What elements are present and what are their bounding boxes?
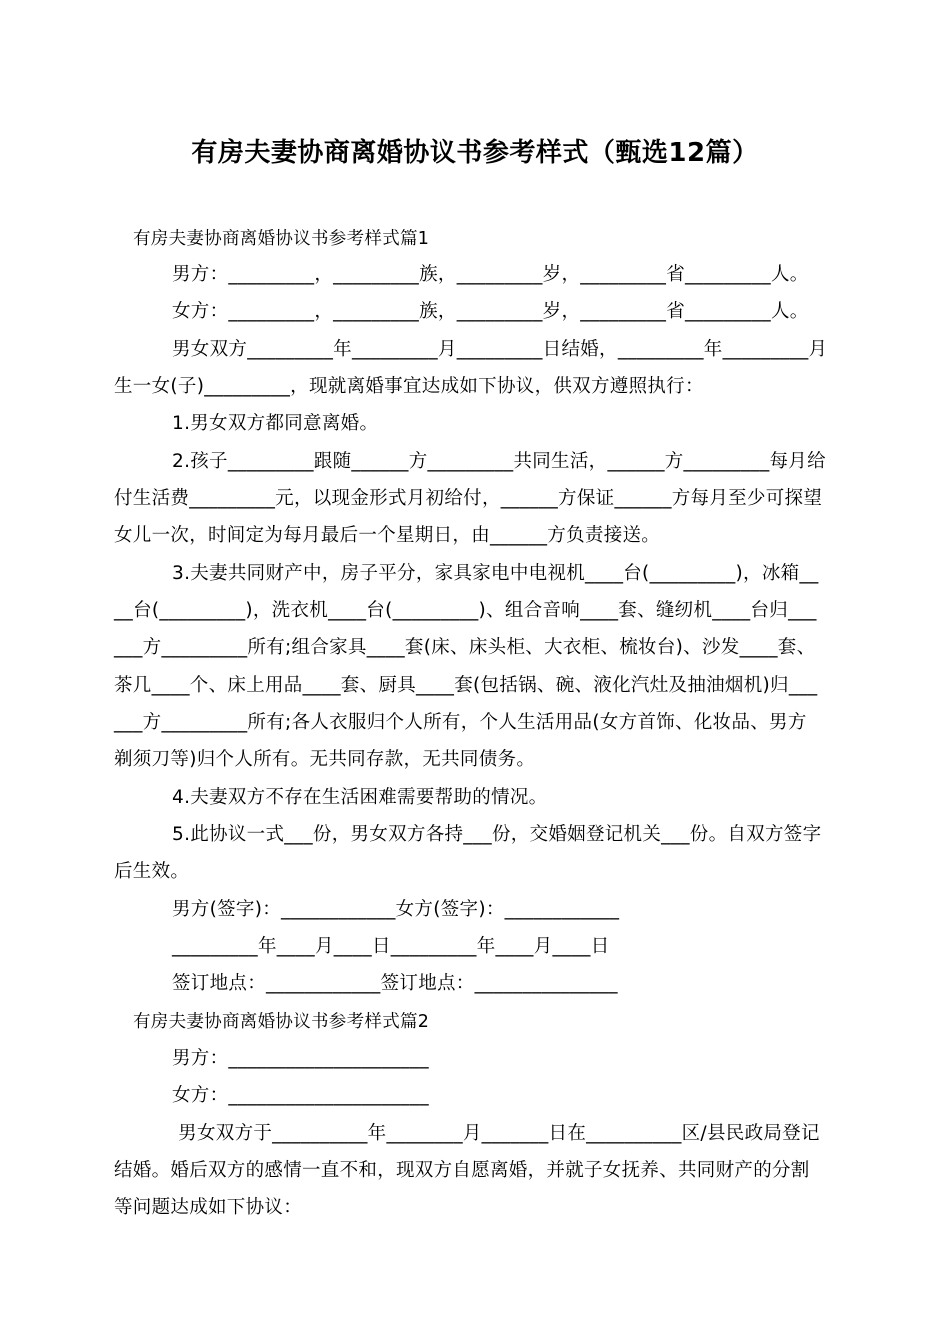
- signing-place-line: 签订地点：____________签订地点：_______________: [172, 973, 618, 994]
- paragraph-line: 男女双方于__________年________月_______日在__________区/县民政局登记: [172, 1123, 820, 1144]
- paragraph-line: 生一女(子)_________，现就离婚事宜达成如下协议，供双方遵照执行：: [114, 376, 704, 397]
- paragraph-line: ___方_________所有;组合家具____套(床、床头柜、大衣柜、梳妆台)、沙发____套、: [114, 637, 816, 658]
- paragraph-line: __台(_________)，洗衣机____台(_________)、组合音响____套、缝纫机____台归___: [114, 600, 817, 621]
- paragraph-line: ___方_________所有;各人衣服归个人所有，个人生活用品(女方首饰、化妆品、男方: [114, 712, 807, 733]
- paragraph-line: 女儿一次，时间定为每月最后一个星期日，由______方负责接送。: [114, 525, 661, 546]
- paragraph-line: 付生活费_________元，以现金形式月初给付，______方保证______方每月至少可探望: [114, 488, 823, 509]
- paragraph-line: 男女双方_________年_________月_________日结婚，_________年_________月: [172, 339, 828, 360]
- paragraph-line: 5.此协议一式___份，男女双方各持___份，交婚姻登记机关___份。自双方签字: [172, 824, 822, 845]
- paragraph-line: 茶几____个、床上用品____套、厨具____套(包括锅、碗、液化汽灶及抽油烟机)归___: [114, 675, 818, 696]
- section-heading-2: 有房夫妻协商离婚协议书参考样式篇2: [133, 1012, 430, 1032]
- paragraph-line: 1.男女双方都同意离婚。: [172, 413, 379, 434]
- signature-line: 男方(签字)：____________女方(签字)：____________: [172, 899, 620, 920]
- paragraph-line: 结婚。婚后双方的感情一直不和，现双方自愿离婚，并就子女抚养、共同财产的分割: [114, 1160, 810, 1181]
- paragraph-line: 2.孩子_________跟随______方_________共同生活，______方_________每月给: [172, 451, 826, 472]
- paragraph-line: 3.夫妻共同财产中，房子平分，家具家电中电视机____台(_________)，冰箱__: [172, 563, 819, 584]
- paragraph-line: 男方：_____________________: [172, 1048, 429, 1069]
- date-line: _________年____月____日_________年____月____日: [172, 936, 610, 957]
- paragraph-line: 女方：_________，_________族，_________岁，_________省_________人。: [172, 301, 809, 322]
- section-heading-1: 有房夫妻协商离婚协议书参考样式篇1: [133, 229, 430, 249]
- paragraph-line: 剃须刀等)归个人所有。无共同存款，无共同债务。: [114, 749, 536, 770]
- paragraph-line: 后生效。: [114, 861, 190, 882]
- paragraph-line: 等问题达成如下协议：: [114, 1197, 303, 1218]
- paragraph-line: 4.夫妻双方不存在生活困难需要帮助的情况。: [172, 787, 548, 808]
- paragraph-line: 女方：_____________________: [172, 1085, 429, 1106]
- paragraph-line: 男方：_________，_________族，_________岁，_________省_________人。: [172, 264, 809, 285]
- document-title: 有房夫妻协商离婚协议书参考样式（甄选12篇）: [191, 138, 759, 168]
